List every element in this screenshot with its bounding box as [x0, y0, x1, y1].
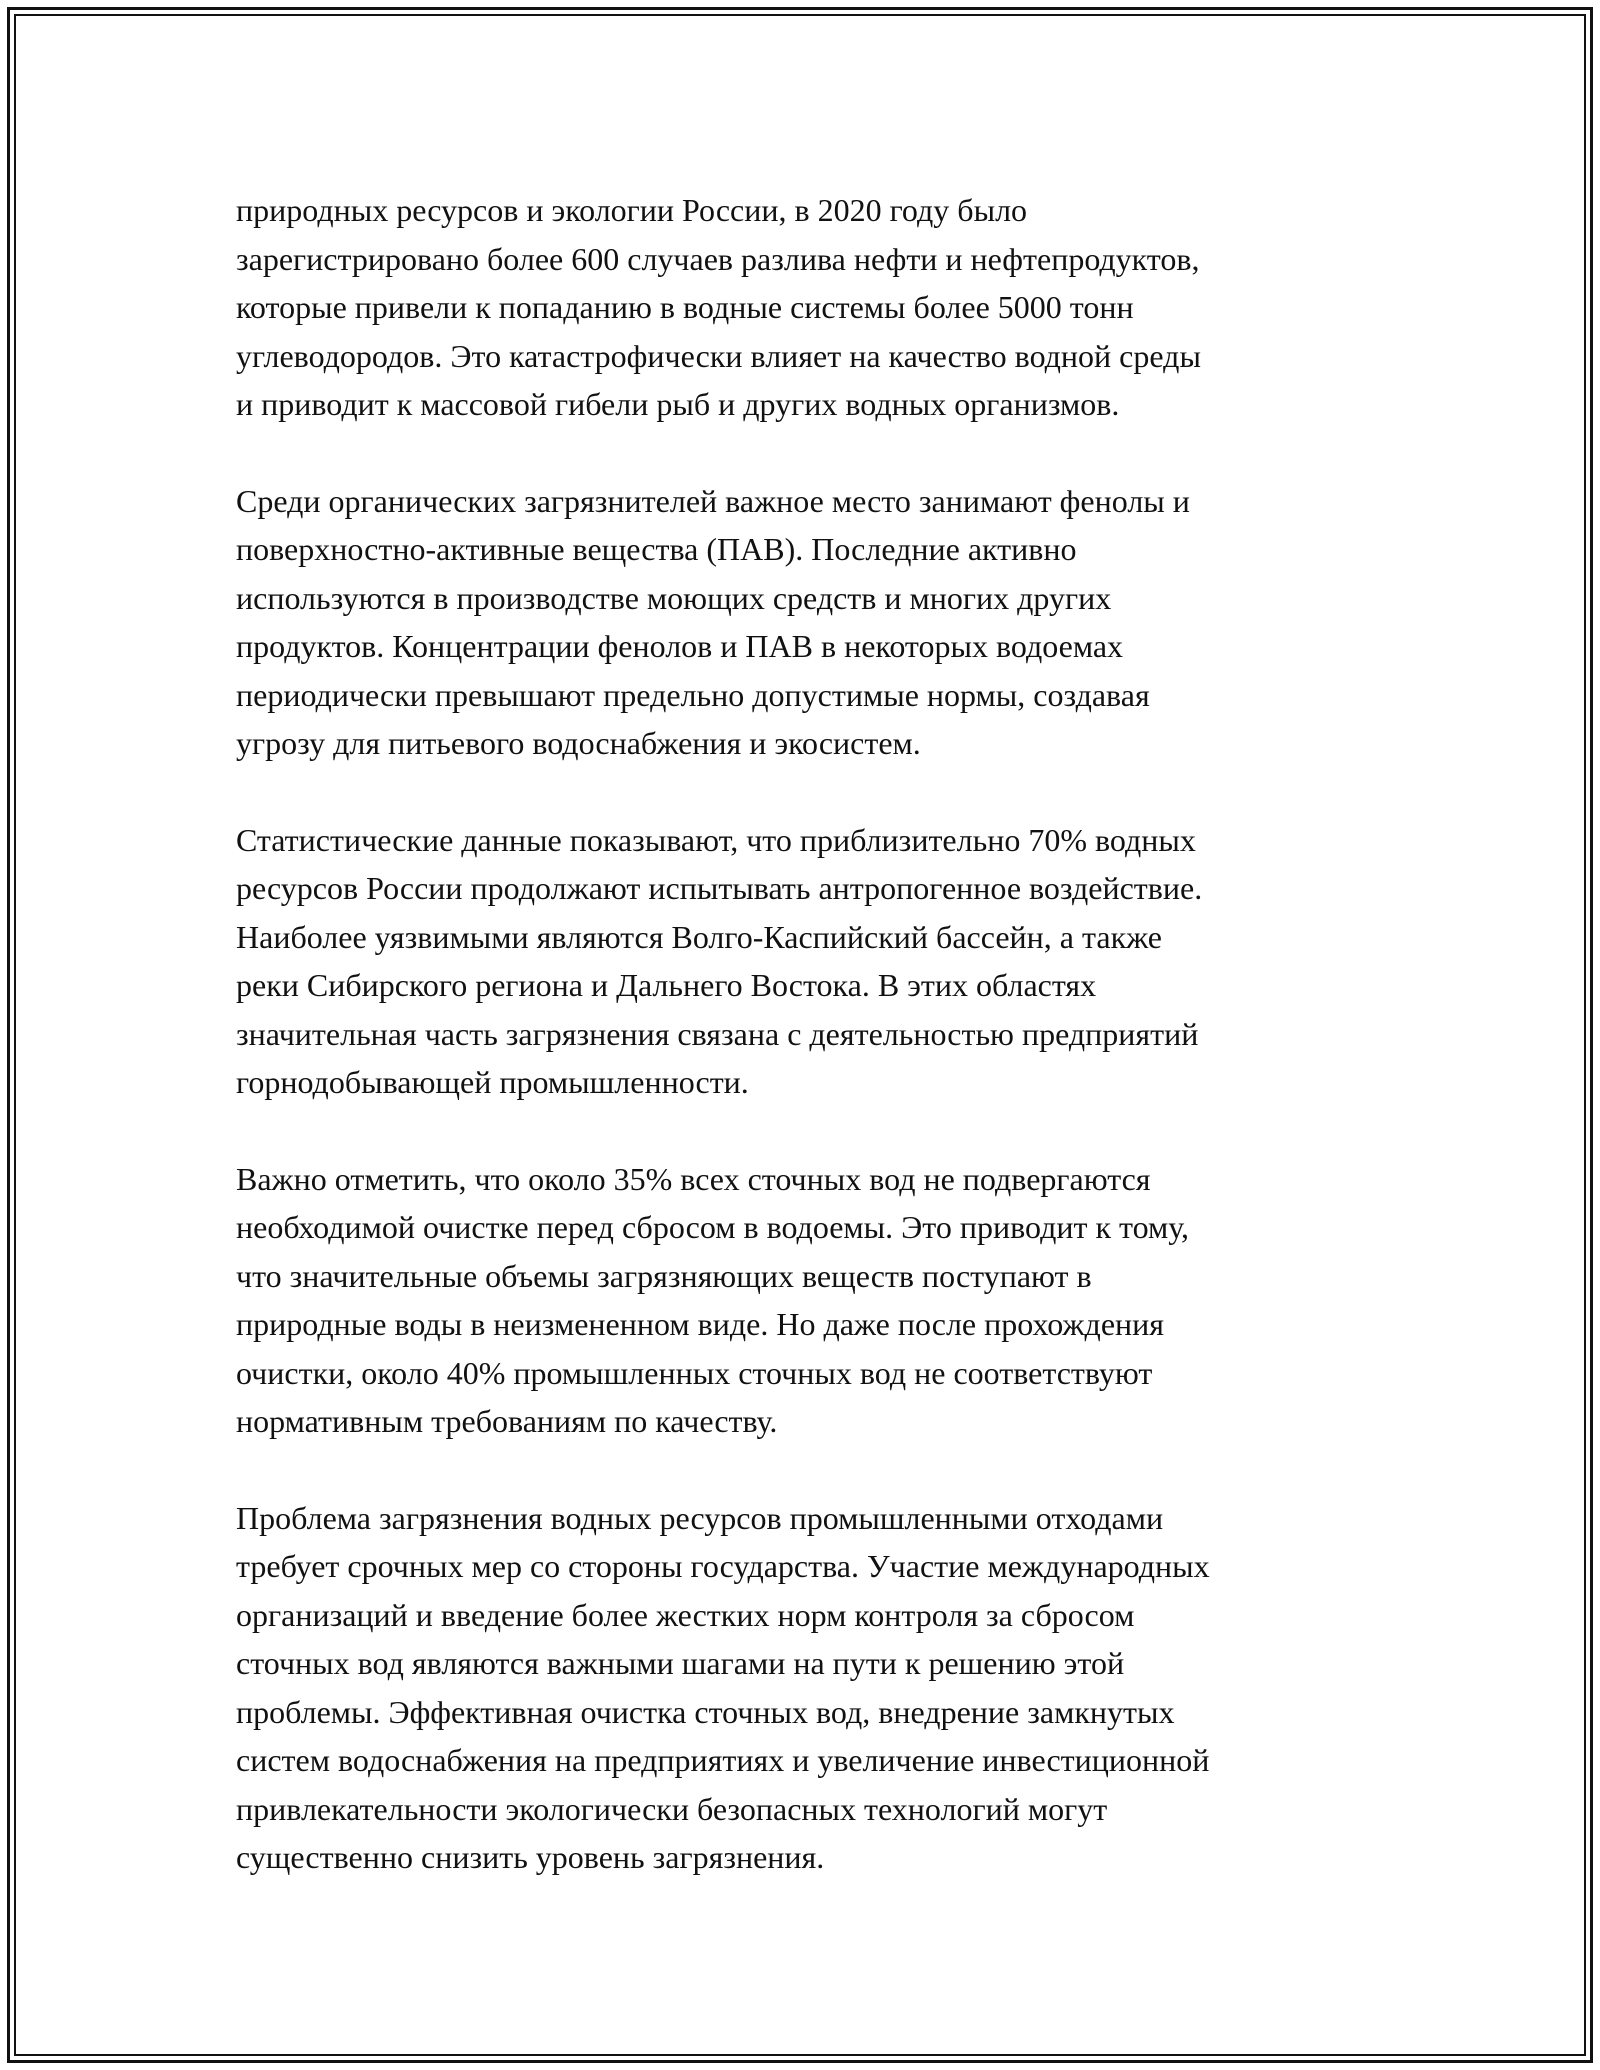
text-line: природных ресурсов и экологии России, в 2020 году было	[236, 192, 1028, 228]
text-line: что значительные объемы загрязняющих веществ поступают в	[236, 1257, 1092, 1294]
text-line: организаций и введение более жестких норм контроля за сбросом	[236, 1596, 1135, 1633]
paragraph-conclusion	[236, 1494, 1366, 1882]
text-line: природные воды в неизмененном виде. Но даже после прохождения	[236, 1306, 1164, 1342]
paragraph-statistics	[236, 816, 1366, 1107]
text-line: угрозу для питьевого водоснабжения и экосистем.	[236, 725, 921, 761]
text-line: Статистические данные показывают, что приблизительно 70% водных	[236, 821, 1196, 858]
text-line: реки Сибирского региона и Дальнего Востока. В этих областях	[236, 967, 1097, 1003]
text-line: нормативным требованиям по качеству.	[236, 1403, 778, 1439]
text-line: Наиболее уязвимыми являются Волго-Каспийский бассейн, а также	[236, 918, 1162, 955]
paragraph-wastewater-treatment	[236, 1155, 1366, 1446]
text-line: Проблема загрязнения водных ресурсов промышленными отходами	[236, 1499, 1164, 1536]
text-line: используются в производстве моющих средств и многих других	[236, 579, 1112, 616]
text-line: Среди органических загрязнителей важное место занимают фенолы и	[236, 482, 1190, 519]
text-line: очистки, около 40% промышленных сточных вод не соответствуют	[236, 1354, 1153, 1391]
text-line: периодически превышают предельно допустимые нормы, создавая	[236, 676, 1150, 713]
paragraph-organic-pollutants	[236, 477, 1366, 768]
text-line: которые привели к попаданию в водные системы более 5000 тонн	[236, 289, 1134, 325]
text-line: и приводит к массовой гибели рыб и других водных организмов.	[236, 386, 1120, 422]
text-line: Важно отметить, что около 35% всех сточных вод не подвергаются	[236, 1160, 1151, 1197]
text-line: систем водоснабжения на предприятиях и увеличение инвестиционной	[236, 1742, 1210, 1778]
text-line: горнодобывающей промышленности.	[236, 1064, 749, 1100]
text-line: проблемы. Эффективная очистка сточных вод, внедрение замкнутых	[236, 1693, 1175, 1730]
text-line: поверхностно-активные вещества (ПАВ). Последние активно	[236, 531, 1077, 567]
text-line: значительная часть загрязнения связана с деятельностью предприятий	[236, 1015, 1199, 1052]
text-line: продуктов. Концентрации фенолов и ПАВ в некоторых водоемах	[236, 628, 1124, 664]
paragraph-oil-spills	[236, 186, 1366, 429]
text-line: сточных вод являются важными шагами на пути к решению этой	[236, 1645, 1125, 1681]
text-line: зарегистрировано более 600 случаев разлива нефти и нефтепродуктов,	[236, 240, 1200, 277]
document-body	[236, 186, 1366, 1882]
text-line: привлекательности экологически безопасных технологий могут	[236, 1790, 1108, 1827]
text-line: ресурсов России продолжают испытывать антропогенное воздействие.	[236, 870, 1203, 906]
text-line: углеводородов. Это катастрофически влияет на качество водной среды	[236, 337, 1201, 374]
text-line: существенно снизить уровень загрязнения.	[236, 1839, 825, 1875]
text-line: необходимой очистке перед сбросом в водоемы. Это приводит к тому,	[236, 1209, 1190, 1245]
text-line: требует срочных мер со стороны государства. Участие международных	[236, 1548, 1210, 1584]
